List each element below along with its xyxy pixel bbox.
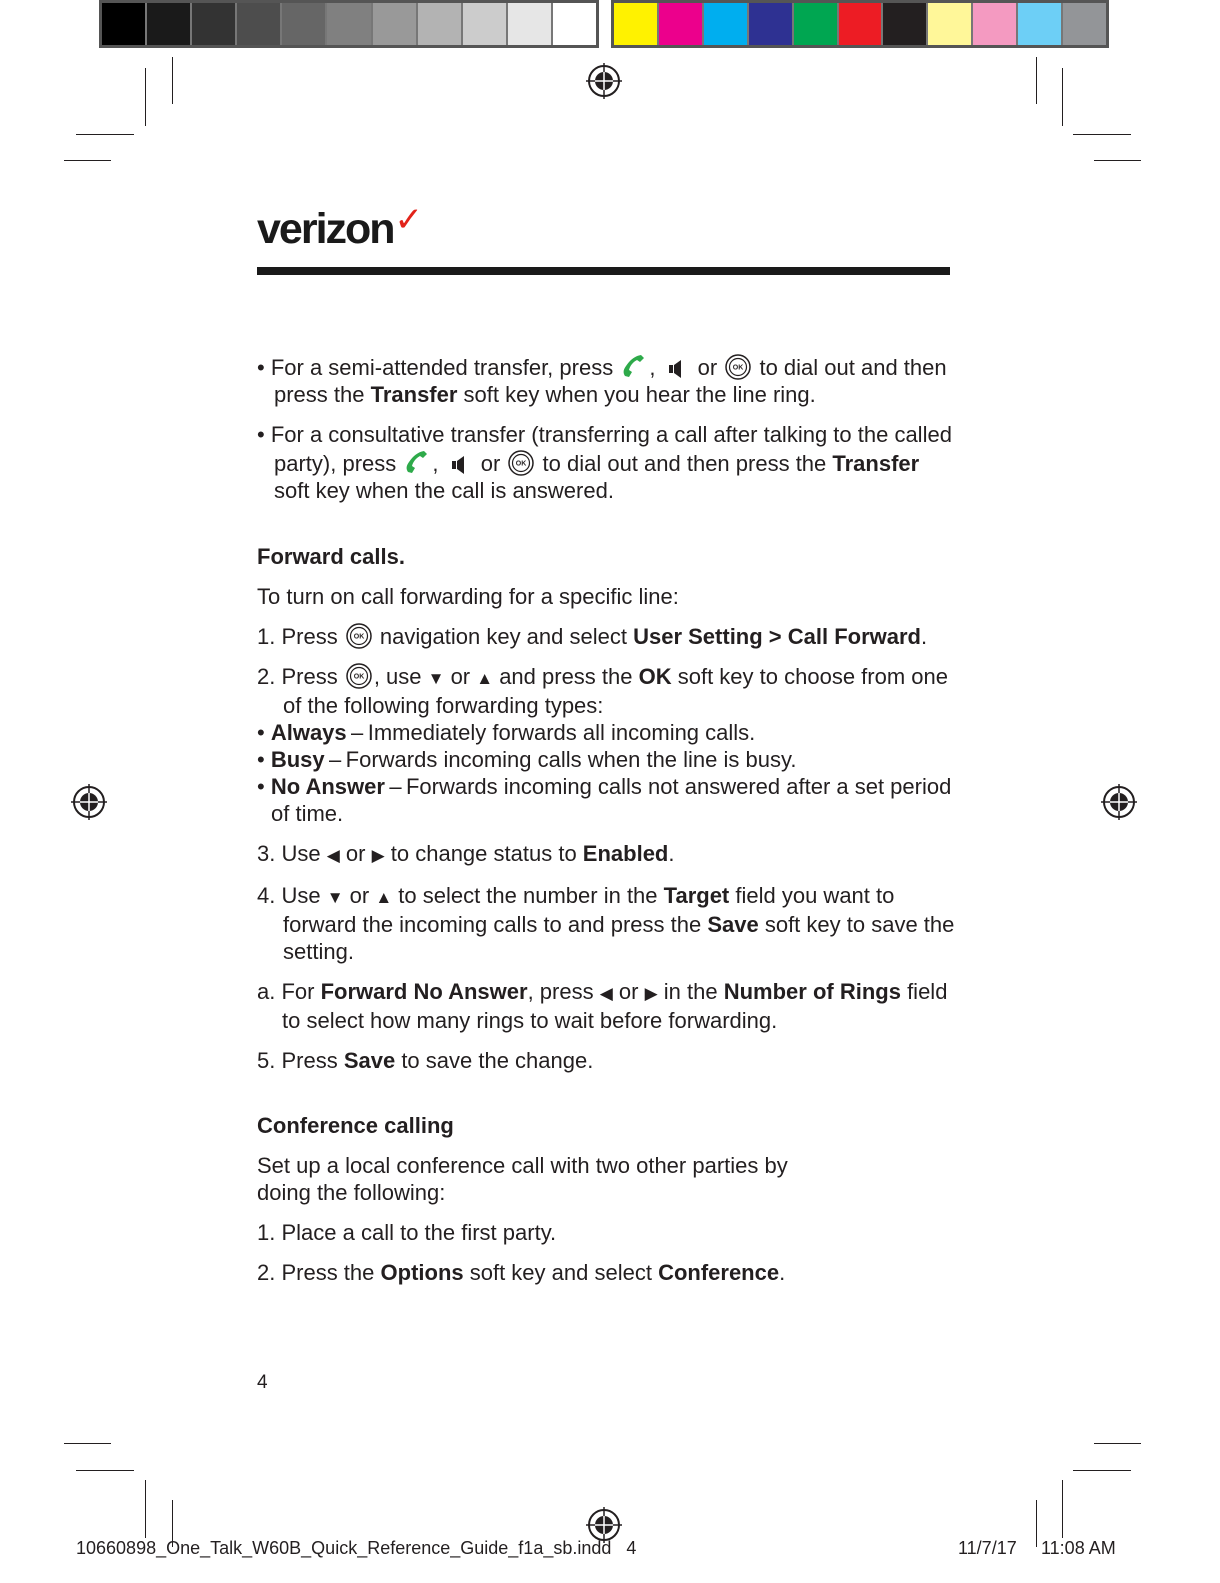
forward-step-5: 5. Press Save to save the change.: [257, 1048, 594, 1073]
conference-step-1: 1. Place a call to the first party.: [257, 1220, 557, 1245]
header-rule: [257, 267, 950, 275]
svg-text:OK: OK: [516, 460, 527, 468]
page-number: 4: [257, 1372, 268, 1393]
registration-mark-icon: [586, 63, 622, 99]
color-swatch: [373, 3, 418, 45]
crop-mark: [1062, 68, 1063, 126]
svg-text:OK: OK: [353, 633, 365, 641]
color-swatch: [749, 3, 794, 45]
crop-mark: [1094, 160, 1141, 161]
color-swatch: [282, 3, 327, 45]
color-swatch: [553, 3, 596, 45]
conference-intro: Set up a local conference call with two other parties by doing the following:: [257, 1153, 788, 1205]
color-swatch: [237, 3, 282, 45]
consultative-transfer-item: • For a consultative transfer (transferring a call after talking to the called party), press , or OK to dial out and then press the Transfer soft key when the call is answered.: [257, 422, 952, 503]
left-arrow-icon: ◀: [599, 984, 613, 1003]
color-swatch: [839, 3, 884, 45]
color-swatch: [192, 3, 237, 45]
registration-mark-icon: [1101, 784, 1137, 820]
footer-date: 11/7/17: [958, 1538, 1017, 1558]
up-arrow-icon: ▲: [375, 888, 393, 907]
forward-type-busy: • Busy – Forwards incoming calls when the line is busy.: [257, 747, 797, 772]
color-swatch: [508, 3, 553, 45]
verizon-logo: [257, 201, 422, 253]
cmyk-color-bar: [611, 0, 1109, 48]
forward-step-2: 2. Press OK , use ▼ or ▲ and press the OK soft key to choose from one of the following forwarding types:: [257, 664, 948, 718]
footer-time: 11:08 AM: [1041, 1538, 1116, 1558]
semi-attended-transfer-item: • For a semi-attended transfer, press , or OK to dial out and then press the Transfer soft key when you hear the line ring.: [257, 352, 957, 408]
forward-type-no-answer: • No Answer – Forwards incoming calls not answered after a set period of time.: [257, 774, 952, 826]
footer-filename: 10660898_One_Talk_W60B_Quick_Reference_Guide_f1a_sb.indd 4: [76, 1538, 637, 1558]
forward-step-4a: a. For Forward No Answer, press ◀ or ▶ in the Number of Rings field to select how many rings to wait before forwarding.: [257, 979, 948, 1033]
crop-mark: [64, 160, 111, 161]
crop-mark: [145, 68, 146, 126]
gray-color-bar: [99, 0, 599, 48]
color-swatch: [794, 3, 839, 45]
ok-button-icon: [725, 354, 751, 380]
crop-mark: [1036, 1500, 1037, 1547]
speaker-icon: [666, 358, 688, 380]
phone-icon: [620, 352, 648, 380]
ok-button-icon: [346, 663, 372, 689]
crop-mark: [1073, 1470, 1131, 1471]
speaker-icon: [449, 454, 471, 476]
ok-button-icon: [346, 623, 372, 649]
up-arrow-icon: ▲: [476, 669, 494, 688]
forward-type-always: • Always – Immediately forwards all incoming calls.: [257, 720, 756, 745]
down-arrow-icon: ▼: [326, 888, 344, 907]
color-swatch: [147, 3, 192, 45]
forward-step-1: 1. Press OK navigation key and select User Setting > Call Forward.: [257, 624, 928, 649]
phone-icon: [403, 448, 431, 476]
color-swatch: [928, 3, 973, 45]
color-swatch: [418, 3, 463, 45]
checkmark-icon: ✓: [394, 201, 422, 239]
crop-mark: [1036, 57, 1037, 104]
forward-intro: To turn on call forwarding for a specific line:: [257, 584, 679, 609]
crop-mark: [145, 1480, 146, 1538]
forward-calls-heading: Forward calls.: [257, 544, 405, 569]
crop-mark: [1094, 1443, 1141, 1444]
color-swatch: [102, 3, 147, 45]
crop-mark: [1062, 1480, 1063, 1538]
color-swatch: [327, 3, 372, 45]
color-swatch: [973, 3, 1018, 45]
left-arrow-icon: ◀: [326, 846, 340, 865]
main-content: [257, 352, 957, 1286]
ok-button-icon: [508, 450, 534, 476]
forward-step-3: 3. Use ◀ or ▶ to change status to Enabled.: [257, 840, 957, 869]
conference-step-2: 2. Press the Options soft key and select Conference.: [257, 1260, 786, 1285]
conference-heading: Conference calling: [257, 1113, 454, 1138]
color-swatch: [1063, 3, 1106, 45]
color-swatch: [883, 3, 928, 45]
crop-mark: [64, 1443, 111, 1444]
down-arrow-icon: ▼: [427, 669, 445, 688]
color-swatch: [614, 3, 659, 45]
crop-mark: [76, 134, 134, 135]
crop-mark: [1073, 134, 1131, 135]
color-swatch: [1018, 3, 1063, 45]
registration-mark-icon: [71, 784, 107, 820]
svg-text:OK: OK: [733, 364, 744, 372]
crop-mark: [172, 57, 173, 104]
right-arrow-icon: ▶: [644, 984, 658, 1003]
forward-step-4: 4. Use ▼ or ▲ to select the number in the Target field you want to forward the incoming calls to and press the Save soft key to save the setting.: [257, 883, 955, 964]
logo-text: verizon: [257, 205, 394, 253]
right-arrow-icon: ▶: [371, 846, 385, 865]
svg-text:OK: OK: [353, 673, 365, 681]
color-swatch: [659, 3, 704, 45]
color-swatch: [463, 3, 508, 45]
color-swatch: [704, 3, 749, 45]
crop-mark: [76, 1470, 134, 1471]
